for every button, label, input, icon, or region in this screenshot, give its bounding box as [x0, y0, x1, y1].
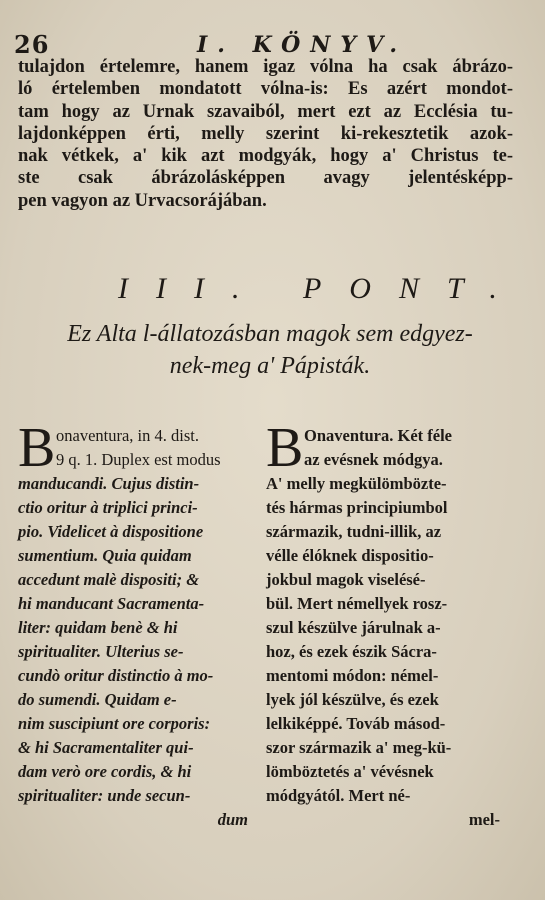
column-line: onaventura, in 4. dist.: [56, 426, 199, 445]
column-line: spiritualiter: unde secun-: [18, 786, 191, 805]
intro-line: lajdonképpen érti, melly szerint ki-rekesztetik azok-: [18, 123, 513, 144]
column-line: manducandi. Cujus distin-: [18, 474, 200, 493]
column-line: lelkiképpé. Továb másod-: [266, 714, 446, 733]
catchword: mel-: [468, 810, 500, 829]
intro-line: tam hogy az Urnak szavaiból, mert ezt az Ecclésia tu-: [18, 101, 513, 122]
intro-line: nak vétkek, a' kik azt modgyák, hogy a' Christus te-: [18, 146, 513, 167]
column-line: az evésnek módgya.: [304, 450, 443, 469]
column-line: sumentium. Quia quidam: [18, 546, 192, 565]
drop-cap: B: [18, 417, 56, 479]
running-title: I. KÖNYV.: [197, 32, 408, 58]
column-line: jokbul magok viselésé-: [266, 570, 426, 589]
column-line: pio. Videlicet à dispositione: [18, 522, 204, 541]
page-number: 26: [14, 30, 50, 59]
column-line: vélle élóknek dispositio-: [266, 546, 434, 565]
column-line: liter: quidam benè & hi: [18, 618, 178, 637]
column-line: lömböztetés a' vévésnek: [266, 762, 434, 781]
intro-line: ste csak ábrázolásképpen avagy jelentésképp-: [18, 168, 513, 189]
section-title: III. PONT.: [118, 272, 525, 305]
section-subtitle: [30, 318, 510, 382]
column-line: & hi Sacramentaliter qui-: [18, 738, 194, 757]
subtitle-line: nek-meg a' Pápisták.: [169, 353, 371, 379]
intro-paragraph: [18, 56, 513, 212]
column-line: szor származik a' meg-kü-: [266, 738, 452, 757]
running-head: [14, 30, 514, 58]
column-line: cundò oritur distinctio à mo-: [18, 666, 214, 685]
column-line: nim suscipiunt ore corporis:: [18, 714, 211, 733]
drop-cap: B: [266, 417, 304, 479]
column-line: 9 q. 1. Duplex est modus: [56, 450, 221, 469]
column-line: lyek jól készülve, és ezek: [266, 690, 439, 709]
intro-line: ló értelemben mondatott vólna-is: Es azért mondot-: [18, 79, 513, 100]
column-line: bül. Mert némellyek rosz-: [266, 594, 448, 613]
intro-line: tulajdon értelemre, hanem igaz vólna ha csak ábrázo-: [18, 57, 513, 77]
column-line: tés hármas principiumbol: [266, 498, 448, 517]
column-line: hi manducant Sacramenta-: [18, 594, 205, 613]
catchword: dum: [217, 810, 248, 829]
subtitle-line: Ez Alta l-állatozásban magok sem edgyez-: [67, 321, 473, 347]
column-line: spiritualiter. Ulterius se-: [18, 642, 184, 661]
column-line: A' melly megkülömbözte-: [266, 474, 447, 493]
column-line: ctio oritur à triplici princi-: [18, 498, 198, 517]
hungarian-column: [266, 417, 510, 832]
intro-line: pen vagyon az Urvacsorájában.: [18, 190, 267, 211]
column-line: módgyától. Mert né-: [266, 786, 411, 805]
latin-column: [18, 417, 254, 832]
column-line: szul készülve járulnak a-: [266, 618, 441, 637]
column-line: dam verò ore cordis, & hi: [18, 762, 192, 781]
column-line: mentomi módon: némel-: [266, 666, 439, 685]
column-line: származik, tudni-illik, az: [266, 522, 442, 541]
column-line: do sumendi. Quidam e-: [18, 690, 177, 709]
column-line: hoz, és ezek észik Sácra-: [266, 642, 437, 661]
column-line: accedunt malè dispositi; &: [18, 570, 200, 589]
column-line: Onaventura. Két féle: [304, 426, 453, 445]
